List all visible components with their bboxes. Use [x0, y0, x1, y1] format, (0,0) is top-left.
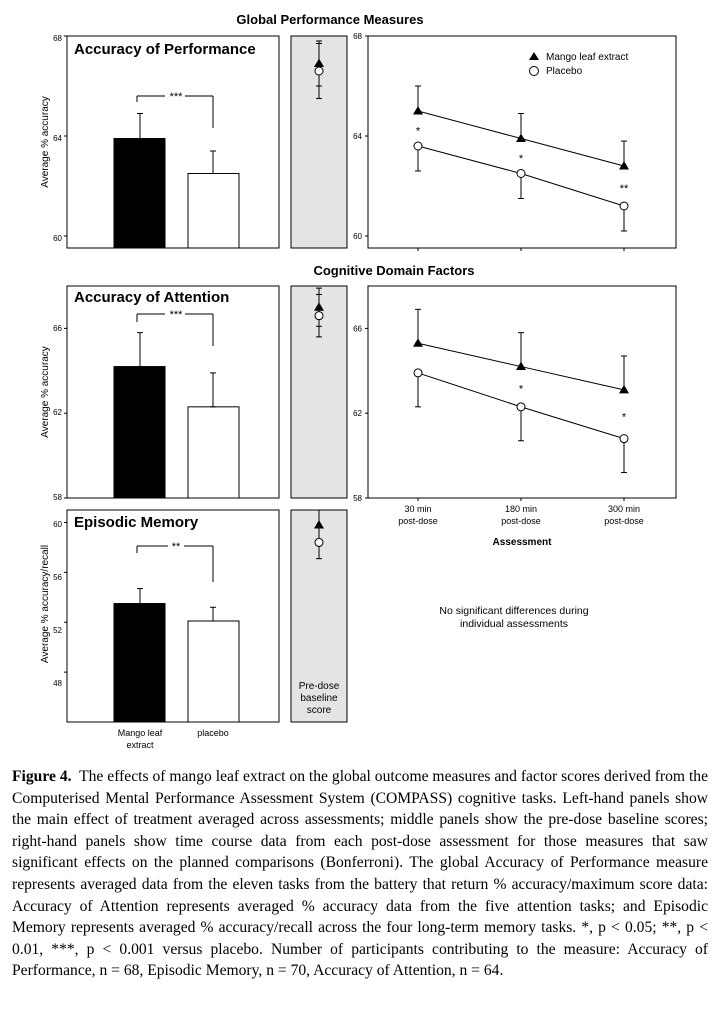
panel-title: Accuracy of Attention [74, 289, 230, 306]
legend-placebo-label: Placebo [546, 66, 583, 77]
x-label-mango-2: extract [126, 740, 154, 750]
significance-marker: * [518, 153, 524, 165]
figure-caption [12, 766, 708, 982]
significance-marker: * [415, 125, 421, 138]
bar-placebo [188, 174, 239, 249]
tick-label: 68 [53, 34, 62, 43]
point-mango [413, 106, 423, 115]
y-axis-label: Average % accuracy [40, 346, 51, 438]
y-tick-label: 64 [353, 132, 362, 141]
caption-text: The effects of mango leaf extract on the global outcome measures and factor scores derived from the Computerised Mental Performance Assessment System (COMPASS) cognitive tasks. Left-hand panels show the main effect of treatment averaged across assessments; middle panels show the pre-dose baseline scores; right-hand panels show time course data from each post-dose assessment for those measures that saw significant effects on the planned comparisons (Bonferroni). The global Accuracy of Performance measure represents averaged data from the eleven tasks from the battery that return % accuracy/maximum score data: Accuracy of Attention represents averaged % accuracy data from the five attention tasks; and Episodic Memory represents averaged % accuracy/recall across the four long-term memory tasks. *, p < 0.05; **, p < 0.01, ***, p < 0.001 versus placebo. Number of participants contributing to the measure: Accuracy of Performance, n = 68, Episodic Memory, n = 70, Accuracy of Attention, n = 64. [12, 768, 708, 980]
x-axis-label: Assessment [492, 537, 552, 548]
baseline-label-3: score [306, 705, 332, 716]
bar-mango [114, 367, 165, 498]
x-tick-label: post-dose [604, 516, 644, 526]
bar-mango [114, 604, 165, 722]
no-diff-text-2: individual assessments [460, 618, 568, 630]
caption-label: Figure 4. [12, 768, 72, 785]
y-tick-label: 58 [353, 494, 362, 503]
panel-title: Accuracy of Performance [74, 41, 256, 58]
tick-label: 60 [53, 234, 62, 243]
tick-label: 66 [53, 324, 62, 333]
legend-mango-marker [529, 52, 539, 60]
x-tick-label: 30 min [404, 504, 432, 514]
x-tick-label: 180 min [504, 504, 538, 514]
panel-title: Episodic Memory [74, 514, 199, 531]
point-placebo [620, 435, 628, 443]
y-tick-label: 62 [353, 409, 362, 419]
section-title-cognitive: Cognitive Domain Factors [313, 263, 475, 278]
tick-label: 58 [53, 493, 62, 502]
legend-mango-label: Mango leaf extract [546, 52, 629, 63]
y-tick-label: 60 [353, 232, 362, 241]
sig-marker: ** [171, 541, 181, 553]
bar-placebo [188, 621, 239, 722]
sig-marker: *** [169, 309, 183, 321]
point-placebo [414, 369, 422, 377]
x-label-mango: Mango leaf [117, 728, 163, 738]
tick-label: 52 [53, 626, 62, 635]
tick-label: 64 [53, 134, 62, 143]
significance-marker: * [518, 383, 524, 396]
y-axis-label: Average % accuracy/recall [40, 544, 51, 664]
bar-mango [114, 139, 165, 249]
y-tick-label: 66 [353, 324, 362, 334]
tick-label: 56 [53, 573, 62, 582]
point-placebo [517, 170, 525, 178]
x-label-placebo: placebo [197, 728, 229, 738]
point-mango [413, 338, 423, 347]
baseline-placebo-marker [315, 538, 323, 546]
baseline-placebo-marker [315, 67, 323, 75]
point-placebo [414, 142, 422, 150]
point-placebo [620, 202, 628, 210]
baseline-placebo-marker [315, 312, 323, 320]
no-diff-text-1: No significant differences during [439, 605, 589, 617]
point-placebo [517, 403, 525, 411]
legend-placebo-marker [530, 67, 539, 76]
y-tick-label: 68 [353, 32, 362, 41]
tick-label: 62 [53, 408, 62, 417]
significance-marker: ** [619, 183, 629, 195]
x-tick-label: post-dose [501, 516, 541, 526]
x-tick-label: 300 min [607, 504, 641, 514]
section-title-global: Global Performance Measures [236, 12, 424, 27]
y-axis-label: Average % accuracy [40, 96, 51, 188]
sig-marker: *** [169, 91, 183, 103]
baseline-label-2: baseline [300, 693, 338, 704]
baseline-label-1: Pre-dose [298, 681, 340, 692]
significance-marker: * [621, 411, 627, 424]
x-tick-label: post-dose [398, 516, 438, 526]
tick-label: 60 [53, 520, 62, 529]
bar-placebo [188, 407, 239, 498]
panel-frame [67, 36, 279, 248]
tick-label: 48 [53, 679, 62, 688]
